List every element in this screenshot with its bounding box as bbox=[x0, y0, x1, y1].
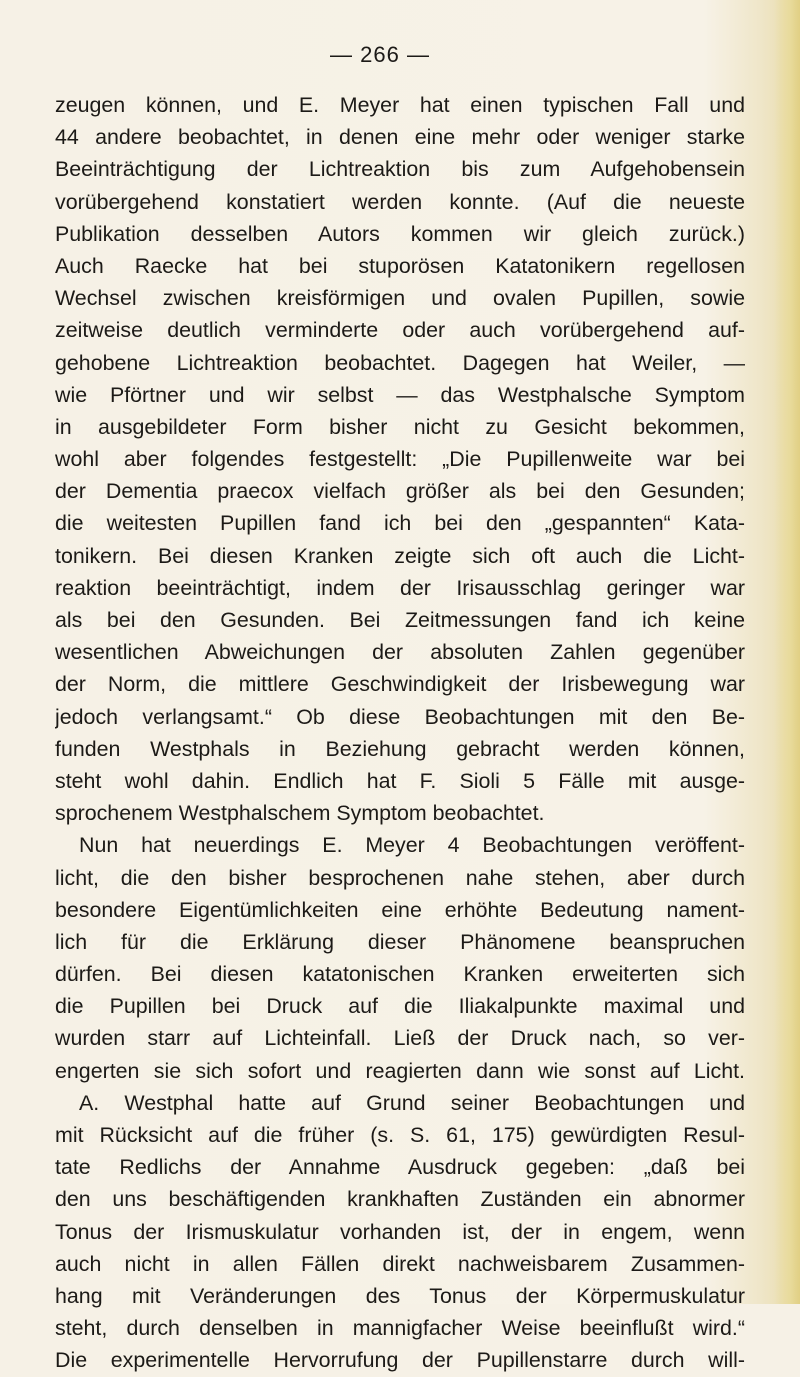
text-line: Die experimentelle Hervorrufung der Pupillenstarre durch will- bbox=[55, 1348, 745, 1373]
text-line: tonikern. Bei diesen Kranken zeigte sich oft auch die Licht- bbox=[55, 543, 745, 568]
text-line: wohl aber folgendes festgestellt: „Die Pupillenweite war bei bbox=[55, 447, 745, 472]
text-line: licht, die den bisher besprochenen nahe stehen, aber durch bbox=[55, 865, 745, 890]
text-line: die Pupillen bei Druck auf die Iliakalpunkte maximal und bbox=[55, 994, 745, 1019]
text-line: engerten sie sich sofort und reagierten dann wie sonst auf Licht. bbox=[55, 1058, 745, 1083]
text-line: Auch Raecke hat bei stuporösen Katatonikern regellosen bbox=[55, 253, 745, 278]
text-line: funden Westphals in Beziehung gebracht werden können, bbox=[55, 736, 745, 761]
text-line: wesentlichen Abweichungen der absoluten Zahlen gegenüber bbox=[55, 640, 745, 665]
text-line: wie Pförtner und wir selbst — das Westphalsche Symptom bbox=[55, 382, 745, 407]
text-line: lich für die Erklärung dieser Phänomene beanspruchen bbox=[55, 929, 745, 954]
text-line: zeitweise deutlich verminderte oder auch vorübergehend auf- bbox=[55, 318, 745, 343]
text-line: der Dementia praecox vielfach größer als bei den Gesunden; bbox=[55, 479, 745, 504]
text-line: auch nicht in allen Fällen direkt nachweisbarem Zusammen- bbox=[55, 1251, 745, 1276]
text-line: vorübergehend konstatiert werden konnte. (Auf die neueste bbox=[55, 189, 745, 214]
text-line: sprochenem Westphalschem Symptom beobachtet. bbox=[55, 801, 545, 826]
text-line: in ausgebildeter Form bisher nicht zu Gesicht bekommen, bbox=[55, 414, 745, 439]
text-line: gehobene Lichtreaktion beobachtet. Dagegen hat Weiler, — bbox=[55, 350, 745, 375]
text-line: steht wohl dahin. Endlich hat F. Sioli 5 Fälle mit ausge- bbox=[55, 768, 745, 793]
text-line: Publikation desselben Autors kommen wir gleich zurück.) bbox=[55, 221, 745, 246]
page-edge bbox=[774, 0, 800, 1304]
text-line: zeugen können, und E. Meyer hat einen typischen Fall und bbox=[55, 93, 745, 117]
text-line: steht, durch denselben in mannigfacher Weise beeinflußt wird.“ bbox=[55, 1316, 745, 1341]
text-line: besondere Eigentümlichkeiten eine erhöhte Bedeutung nament- bbox=[55, 897, 745, 922]
text-line: Beeinträchtigung der Lichtreaktion bis zum Aufgehobensein bbox=[55, 157, 745, 182]
text-line: tate Redlichs der Annahme Ausdruck gegeben: „daß bei bbox=[55, 1155, 745, 1180]
body-text bbox=[55, 89, 745, 1377]
text-line: die weitesten Pupillen fand ich bei den „gespannten“ Kata- bbox=[55, 511, 745, 536]
text-line: 44 andere beobachtet, in denen eine mehr oder weniger starke bbox=[55, 125, 745, 150]
text-line: Nun hat neuerdings E. Meyer 4 Beobachtungen veröffent- bbox=[79, 833, 745, 858]
text-line: dürfen. Bei diesen katatonischen Kranken erweiterten sich bbox=[55, 962, 745, 987]
text-line: Wechsel zwischen kreisförmigen und ovalen Pupillen, sowie bbox=[55, 286, 745, 311]
text-line: hang mit Veränderungen des Tonus der Körpermuskulatur bbox=[55, 1283, 745, 1308]
text-line: als bei den Gesunden. Bei Zeitmessungen fand ich keine bbox=[55, 608, 745, 632]
text-line: wurden starr auf Lichteinfall. Ließ der Druck nach, so ver- bbox=[55, 1026, 745, 1051]
page-number: — 266 — bbox=[330, 42, 430, 67]
text-line: jedoch verlangsamt.“ Ob diese Beobachtungen mit den Be- bbox=[55, 704, 745, 729]
text-line: der Norm, die mittlere Geschwindigkeit der Irisbewegung war bbox=[55, 672, 745, 697]
text-line: A. Westphal hatte auf Grund seiner Beobachtungen und bbox=[79, 1090, 745, 1115]
text-line: reaktion beeinträchtigt, indem der Irisausschlag geringer war bbox=[55, 575, 745, 600]
text-line: Tonus der Irismuskulatur vorhanden ist, der in engem, wenn bbox=[55, 1219, 745, 1244]
text-line: den uns beschäftigenden krankhaften Zuständen ein abnormer bbox=[55, 1187, 745, 1212]
text-line: mit Rücksicht auf die früher (s. S. 61, 175) gewürdigten Resul- bbox=[55, 1123, 745, 1147]
